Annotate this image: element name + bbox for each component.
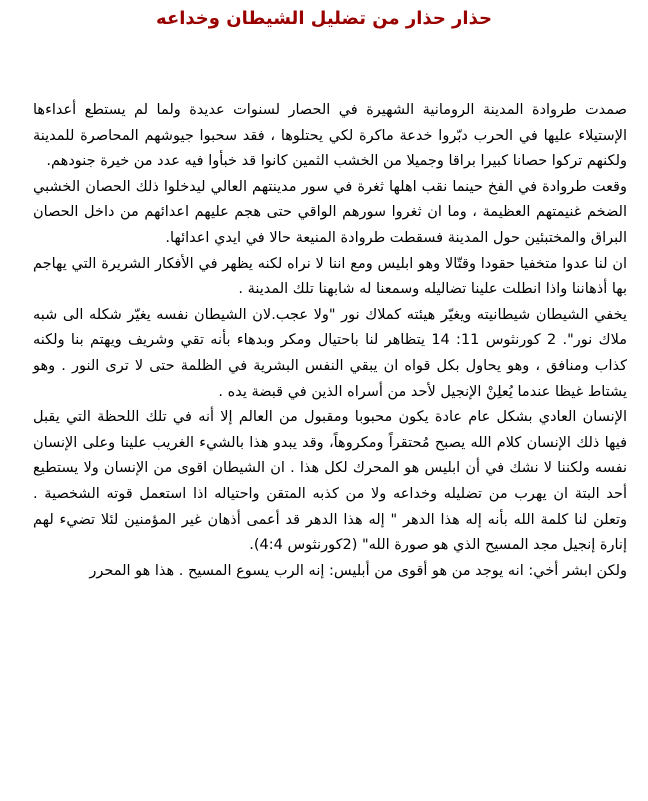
- paragraph: وقعت طروادة في الفخ حينما نقب اهلها ثغرة في سور مدينتهم العالي ليدخلوا ذلك الحصان الخشبي الضخم غنيمتهم العظيمة ، وما ان ثغروا سورهم الواقي حتى هجم عليهم اعدائهم من داخل الحصان البراق والمختبئين حول المدينة فسقطت طروادة المنيعة حالا في ايدي اعدائها.: [33, 178, 627, 246]
- paragraph: صمدت طروادة المدينة الرومانية الشهيرة في الحصار لسنوات عديدة ولما لم يستطع أعداءها الإستيلاء عليها في الحرب دبّروا خدعة ماكرة لكي يحتلوها ، فقد سحبوا جيوشهم المحاصرة للمدينة ولكنهم تركوا حصانا كبيرا براقا وجميلا من الخشب الثمين كانوا قد خبأوا فيه عدد من خيرة جنودهم.: [33, 102, 627, 170]
- paragraph: ولكن ابشر أخي: انه يوجد من هو أقوى من أبليس: إنه الرب يسوع المسيح . هذا هو المحرر: [89, 562, 627, 579]
- article-body: [33, 98, 627, 584]
- paragraph: يخفي الشيطان شيطانيته ويغيّر هيئته كملاك نور "ولا عجب.لان الشيطان نفسه يغيّر شكله الى شبه ملاك نور". 2 كورنثوس 11: 14 يتظاهر لنا باحتيال ومكر وبدهاء بأنه تقي وشريف ويهتم بنا ولكنه كذاب ومنافق ، وهو يحاول بكل قواه ان يبقي النفس البشرية في الظلمة حتى لا ترى النور . وهو يشتاط غيظا عندما يُعلِنْ الإنجيل لأحد من أسراه الذين في قبضة يده .: [33, 306, 627, 400]
- paragraph: ان لنا عدوا متخفيا حقودا وقتّالا وهو ابليس ومع اننا لا نراه لكنه يظهر في الأفكار الشريرة التي يهاجم بها أذهاننا واذا انطلت علينا تضاليله وسمعنا له شابهنا تلك المدينة .: [33, 255, 627, 298]
- page-title: حذار حذار من تضليل الشيطان وخداعه: [156, 8, 492, 29]
- paragraph: الإنسان العادي بشكل عام عادة يكون محبوبا ومقبول من العالم إلا أنه في تلك اللحظة التي يقبل فيها ذلك الإنسان كلام الله يصبح مُحتقراً ومكروهاً، وقد يبدو هذا بالشيء الغريب علينا وعلى الإنسان نفسه ولكننا لا نشك في أن ابليس هو المحرك لكل هذا . ان الشيطان اقوى من الإنسان ولا يستطيع أحد البتة ان يهرب من تضليله وخداعه ولا من كذبه المتقن واحتياله اذا استعمل قوته الشخصية . وتعلن لنا كلمة الله بأنه إله هذا الدهر " إله هذا الدهر قد أعمى أذهان غير المؤمنين لئلا تضيء لهم إنارة إنجيل مجد المسيح الذي هو صورة الله" (2كورنثوس 4:4).: [33, 409, 627, 554]
